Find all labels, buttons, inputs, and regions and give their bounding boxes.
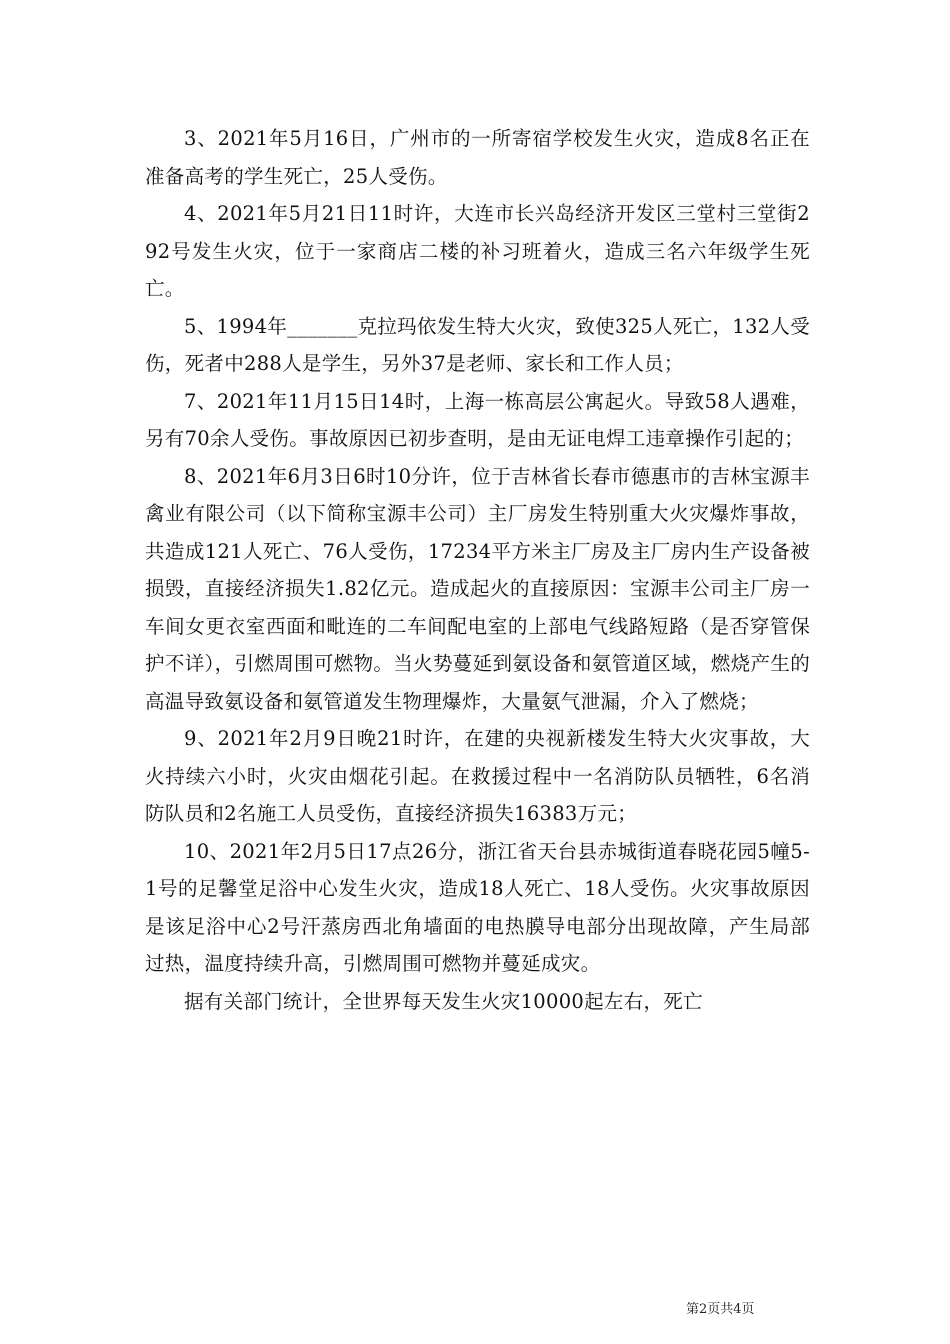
paragraph-item-3: 3、2021年5月16日，广州市的一所寄宿学校发生火灾，造成8名正在准备高考的学生死亡，25人受伤。 (145, 127, 810, 188)
page-number-footer: 第2页共4页 (686, 1302, 755, 1317)
document-body (145, 120, 810, 1020)
paragraph-item-7: 7、2021年11月15日14时，上海一栋高层公寓起火。导致58人遇难，另有70余人受伤。事故原因已初步查明，是由无证电焊工违章操作引起的； (145, 389, 810, 450)
paragraph-statistics: 据有关部门统计，全世界每天发生火灾10000起左右，死亡 (184, 989, 703, 1013)
paragraph-item-4: 4、2021年5月21日11时许，大连市长兴岛经济开发区三堂村三堂街292号发生火灾，位于一家商店二楼的补习班着火，造成三名六年级学生死亡。 (145, 202, 810, 300)
paragraph-item-10: 10、2021年2月5日17点26分，浙江省天台县赤城街道春晓花园5幢5-1号的足馨堂足浴中心发生火灾，造成18人死亡、18人受伤。火灾事故原因是该足浴中心2号汗蒸房西北角墙面的电热膜导电部分出现故障，产生局部过热，温度持续升高，引燃周围可燃物并蔓延成灾。 (145, 839, 810, 975)
paragraph-item-8: 8、2021年6月3日6时10分许，位于吉林省长春市德惠市的吉林宝源丰禽业有限公司（以下简称宝源丰公司）主厂房发生特别重大火灾爆炸事故，共造成121人死亡、76人受伤，17234平方米主厂房及主厂房内生产设备被损毁，直接经济损失1.82亿元。造成起火的直接原因：宝源丰公司主厂房一车间女更衣室西面和毗连的二车间配电室的上部电气线路短路（是否穿管保护不详），引燃周围可燃物。当火势蔓延到氨设备和氨管道区域，燃烧产生的高温导致氨设备和氨管道发生物理爆炸，大量氨气泄漏，介入了燃烧； (145, 464, 810, 713)
paragraph-item-9: 9、2021年2月9日晚21时许，在建的央视新楼发生特大火灾事故，大火持续六小时，火灾由烟花引起。在救援过程中一名消防队员牺牲，6名消防队员和2名施工人员受伤，直接经济损失16383万元； (145, 727, 810, 825)
paragraph-item-5: 5、1994年_______克拉玛依发生特大火灾，致使325人死亡，132人受伤，死者中288人是学生，另外37是老师、家长和工作人员； (145, 314, 810, 375)
